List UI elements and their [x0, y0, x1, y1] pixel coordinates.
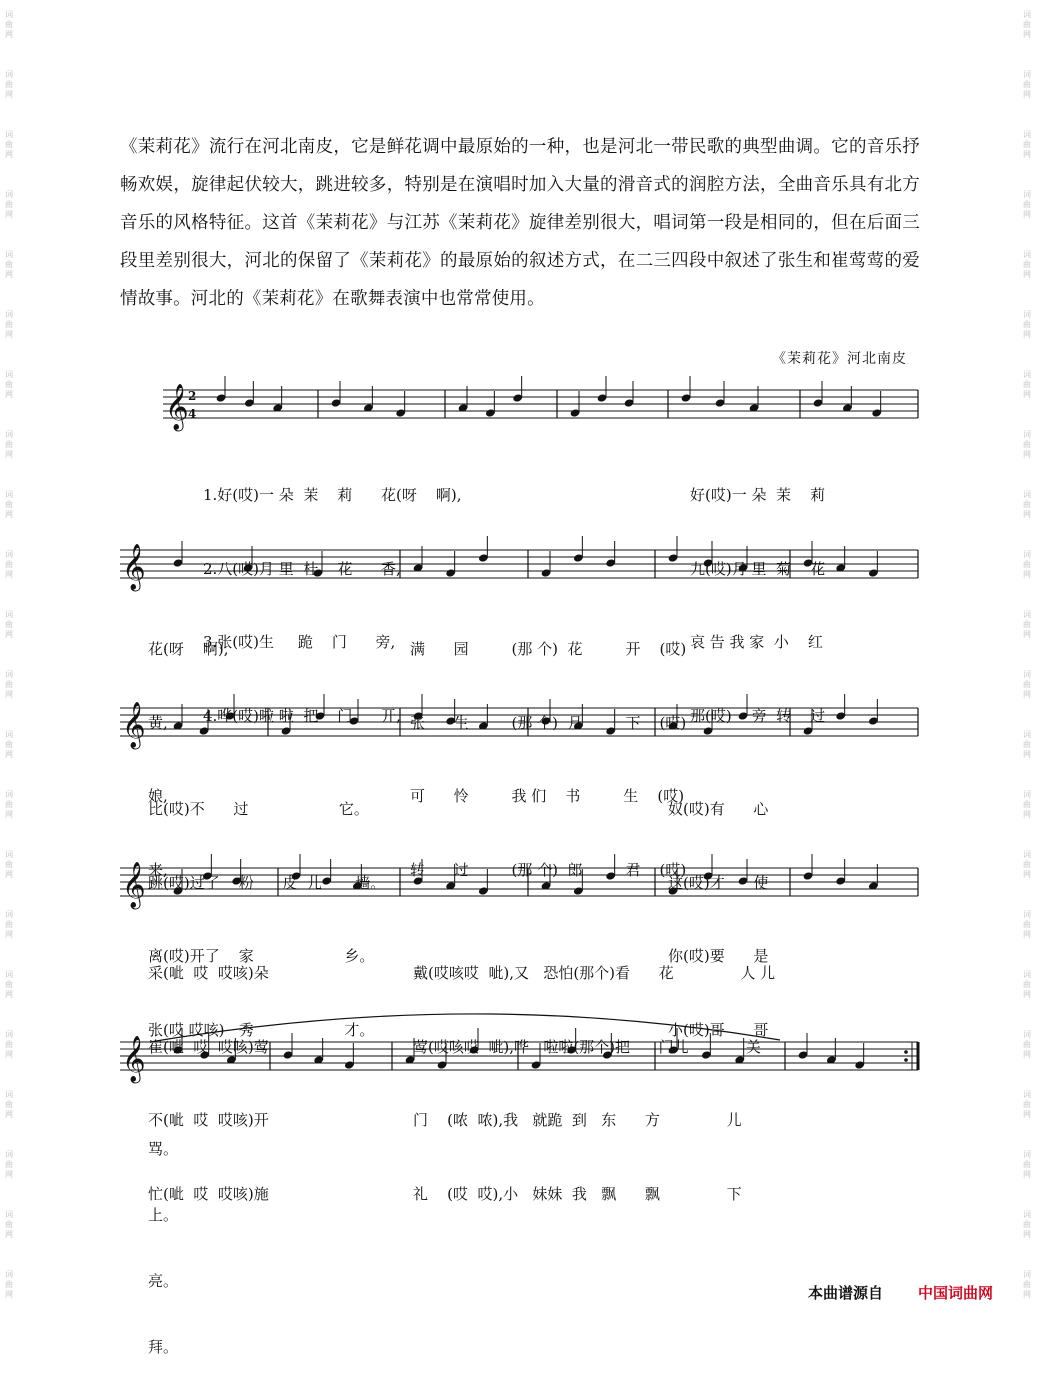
- watermark-unit: 词 曲 网: [5, 790, 13, 819]
- lyric-line: 忙(呲 哎 哎咳)施: [148, 1184, 269, 1203]
- watermark-unit: 词 曲 网: [5, 1090, 13, 1119]
- watermark-unit: 词 曲 网: [1023, 190, 1031, 219]
- treble-clef-icon: 𝄞: [122, 1036, 146, 1082]
- watermark-unit: 词 曲 网: [5, 310, 13, 339]
- watermark-unit: 词 曲 网: [1023, 310, 1031, 339]
- treble-clef-icon: 𝄞: [122, 544, 146, 590]
- watermark-unit: 词 曲 网: [1023, 670, 1031, 699]
- lyric-line: 娘,: [148, 787, 168, 805]
- lyric-line: 4.哗(哎)啦 啦 把 门 开,: [203, 706, 401, 725]
- lyric-line: 张(哎 哎咳) 秀 才。: [148, 1020, 375, 1039]
- watermark-unit: 词 曲 网: [1023, 10, 1031, 39]
- watermark-unit: 词 曲 网: [1023, 730, 1031, 759]
- watermark-unit: 词 曲 网: [5, 430, 13, 459]
- watermark-unit: 词 曲 网: [1023, 1150, 1031, 1179]
- watermark-unit: 词 曲 网: [5, 250, 13, 279]
- lyric-line: 莺(哎咳哎 呲),哗 啦啦(那个)把 门儿 关: [413, 1037, 761, 1056]
- watermark-unit: 词 曲 网: [1023, 70, 1031, 99]
- watermark-unit: 词 曲 网: [5, 490, 13, 519]
- lyric-line: 可 怜 我 们 书 生 (哎): [410, 787, 685, 805]
- treble-clef-icon: 𝄞: [165, 384, 189, 430]
- treble-clef-icon: 𝄞: [122, 862, 146, 908]
- watermark-unit: 词 曲 网: [1023, 490, 1031, 519]
- time-signature-top: 2: [188, 389, 197, 403]
- lyric-line: 这(哎)才 使: [668, 873, 769, 892]
- lyric-line: 跳(哎)过了 粉 皮 儿 墙。: [148, 873, 386, 892]
- system-4-lyrics-right: [413, 912, 775, 1231]
- watermark-unit: 词 曲 网: [5, 1270, 13, 1299]
- watermark-unit: 词 曲 网: [5, 130, 13, 159]
- watermark-unit: 词 曲 网: [5, 610, 13, 639]
- watermark-unit: 词 曲 网: [1023, 1030, 1031, 1059]
- lyric-line: 九(哎)月 里 菊 花: [690, 559, 826, 578]
- watermark-unit: 词 曲 网: [1023, 850, 1031, 879]
- lyric-line: 亮。: [148, 1272, 179, 1290]
- treble-clef-icon: 𝄞: [122, 702, 146, 748]
- system-5-lyrics-left: [148, 1094, 178, 1380]
- watermark-unit: 词 曲 网: [5, 70, 13, 99]
- lyric-line: 采(呲 哎 哎咳)朵: [148, 964, 269, 982]
- watermark-unit: 词 曲 网: [5, 1150, 13, 1179]
- lyric-line: 比(哎)不 过 它。: [148, 800, 369, 818]
- lyric-line: 花(呀 啊),: [148, 640, 229, 658]
- watermark-unit: 词 曲 网: [1023, 250, 1031, 279]
- footer-source-label: 本曲谱源自: [808, 1284, 884, 1302]
- lyric-line: 骂。: [148, 1140, 179, 1158]
- watermark-unit: 词 曲 网: [1023, 790, 1031, 819]
- watermark-unit: 词 曲 网: [5, 190, 13, 219]
- lyric-line: 拜。: [148, 1338, 179, 1356]
- lyric-line: 黄,: [148, 713, 168, 732]
- lyric-line: 好(哎)一 朵 茉 莉: [690, 486, 826, 504]
- watermark-unit: 词 曲 网: [1023, 970, 1031, 999]
- lyric-line: 转 过 (那 个) 郎 君 (哎): [410, 860, 687, 879]
- footer-site-link[interactable]: 中国词曲网: [918, 1284, 994, 1302]
- lyric-line: 奴(哎)有 心: [668, 800, 769, 818]
- watermark-unit: 词 曲 网: [1023, 370, 1031, 399]
- lyric-line: 离(哎)开了 家 乡。: [148, 947, 375, 965]
- lyric-line: 2.八(哎)月 里 桂 花 香,: [203, 559, 401, 578]
- lyric-line: 那(哎)一 旁 转 过: [690, 706, 826, 725]
- lyric-line: 哀 告 我 家 小 红: [690, 633, 823, 651]
- time-signature-bottom: 4: [188, 407, 197, 421]
- lyric-line: 门 (哝 哝),我 就跪 到 东 方 儿: [413, 1111, 742, 1129]
- lyric-line: 礼 (哎 哎),小 妹妹 我 飘 飘 下: [413, 1184, 742, 1203]
- watermark-unit: 词 曲 网: [1023, 1270, 1031, 1299]
- intro-paragraph: 《茉莉花》流行在河北南皮，它是鲜花调中最原始的一种，也是河北一带民歌的典型曲调。它的音乐抒畅欢娱，旋律起伏较大，跳进较多，特别是在演唱时加入大量的滑音式的润腔方法，全曲音乐具有北方音乐的风格特征。这首《茉莉花》与江苏《茉莉花》旋律差别很大，唱词第一段是相同的，但在后面三段里差别很大，河北的保留了《茉莉花》的最原始的叙述方式，在二三四段中叙述了张生和崔莺莺的爱情故事。河北的《茉莉花》在歌舞表演中也常常使用。: [120, 137, 920, 309]
- lyric-line: 3.张(哎)生 跪 门 旁,: [203, 633, 396, 651]
- watermark-unit: 词 曲 网: [5, 970, 13, 999]
- watermark-unit: 词 曲 网: [5, 550, 13, 579]
- lyric-line: 1.好(哎)一 朵 茉 莉 花(呀 啊),: [203, 486, 462, 504]
- repeat-dot: [904, 1058, 908, 1062]
- watermark-unit: 词 曲 网: [1023, 430, 1031, 459]
- watermark-unit: 词 曲 网: [1023, 1090, 1031, 1119]
- lyric-line: 小(哎)哥 哥: [668, 1020, 769, 1039]
- system-2-lyrics-right: [410, 588, 686, 907]
- repeat-dot: [904, 1050, 908, 1054]
- watermark-unit: 词 曲 网: [5, 1030, 13, 1059]
- system-1-lyrics-right: [690, 434, 825, 753]
- watermark-unit: 词 曲 网: [1023, 610, 1031, 639]
- lyric-line: 满 园 (那 个) 花 开 (哎): [410, 640, 687, 658]
- watermark-unit: 词 曲 网: [5, 1210, 13, 1239]
- watermark-unit: 词 曲 网: [1023, 550, 1031, 579]
- lyric-line: 上。: [148, 1206, 179, 1224]
- lyric-line: 来,: [148, 860, 168, 879]
- watermark-unit: 词 曲 网: [1023, 910, 1031, 939]
- watermark-unit: 词 曲 网: [5, 670, 13, 699]
- lyric-line: 不(呲 哎 哎咳)开: [148, 1111, 269, 1129]
- watermark-unit: 词 曲 网: [1023, 130, 1031, 159]
- watermark-unit: 词 曲 网: [5, 730, 13, 759]
- score-caption: 《茉莉花》河北南皮: [772, 351, 907, 367]
- watermark-unit: 词 曲 网: [5, 370, 13, 399]
- lyric-line: 张 生 (那 个) 月 下 (哎): [410, 713, 687, 732]
- watermark-unit: 词 曲 网: [1023, 1210, 1031, 1239]
- lyric-line: 戴(哎咳哎 呲),又 恐怕(那个)看 花 人 儿: [413, 964, 776, 982]
- lyric-line: 你(哎)要 是: [668, 947, 769, 965]
- watermark-unit: 词 曲 网: [5, 10, 13, 39]
- lyric-line: 崔(呲 哎 哎咳)莺: [148, 1037, 269, 1056]
- watermark-unit: 词 曲 网: [5, 910, 13, 939]
- watermark-unit: 词 曲 网: [5, 850, 13, 879]
